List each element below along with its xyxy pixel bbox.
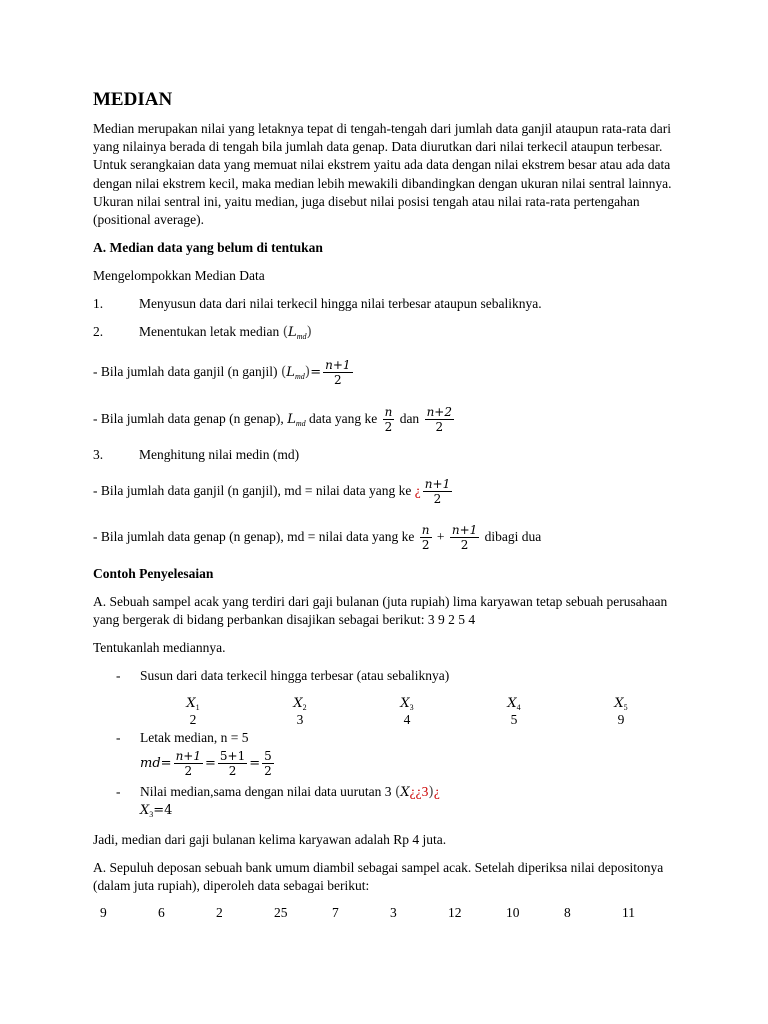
deposit-value: 12 bbox=[448, 905, 462, 920]
md-calculation: md= $\frac{n+1}{2}$ = $\frac{5+1}{2}$ = $\frac{5}{2}$ bbox=[140, 749, 272, 779]
deposit-value: 2 bbox=[216, 905, 223, 920]
x-column: $X_1$ 2 bbox=[186, 696, 200, 727]
fraction: $\frac{n+1}{2}$ bbox=[175, 749, 201, 779]
x-column: $X_4$ 5 bbox=[507, 696, 521, 727]
deposit-value: 9 bbox=[100, 905, 107, 920]
conclusion-text: Jadi, median dari gaji bulanan kelima karyawan adalah Rp 4 juta. bbox=[93, 832, 447, 847]
fraction: $\frac{n+1}{2}$ bbox=[451, 523, 478, 553]
md-even-formula: - Bila jumlah data genap (n genap), md = nilai data yang ke $\frac{n}{2}$ + $\frac{n+1}{2}$ dibagi dua bbox=[93, 523, 542, 553]
deposit-value: 11 bbox=[622, 905, 635, 920]
x3-result: $X_3=4$ bbox=[140, 803, 173, 819]
step-number: 3. bbox=[93, 447, 104, 462]
deposit-value: 6 bbox=[158, 905, 165, 920]
step-text: Menentukan letak median bbox=[139, 324, 280, 339]
fraction: $\frac{5}{2}$ bbox=[264, 749, 272, 779]
step-3 bbox=[93, 446, 299, 464]
lmd-symbol: L bbox=[288, 325, 297, 340]
x-column: $X_3$ 4 bbox=[400, 696, 414, 727]
fraction: $\frac{5+1}{2}$ bbox=[219, 749, 246, 779]
example-2-text: A. Sepuluh deposan sebuah bank umum diambil sebagai sampel acak. Setelah diperiksa nilai depositonya (dalam juta rupiah), diperoleh data sebagai berikut: bbox=[93, 860, 664, 894]
deposit-value: 3 bbox=[390, 905, 397, 920]
step-1 bbox=[93, 295, 542, 313]
deposit-value: 7 bbox=[332, 905, 339, 920]
step-text: Menghitung nilai medin (md) bbox=[139, 447, 300, 462]
fraction: $\frac{n}{2}$ bbox=[421, 523, 430, 553]
deposit-value: 8 bbox=[564, 905, 571, 920]
page-title: MEDIAN bbox=[93, 89, 173, 110]
bullet-2: - Letak median, n = 5 bbox=[116, 730, 249, 745]
fraction: $\frac{n+1}{2}$ bbox=[325, 358, 351, 388]
step-text: Menyusun data dari nilai terkecil hingga nilai terbesar ataupun sebaliknya. bbox=[139, 296, 542, 311]
tentukan-text: Tentukanlah mediannya. bbox=[93, 640, 226, 655]
fraction: $\frac{n}{2}$ bbox=[384, 405, 393, 435]
contoh-heading: Contoh Penyelesaian bbox=[93, 566, 214, 581]
deposit-value: 25 bbox=[274, 905, 288, 920]
example-1-text: A. Sebuah sampel acak yang terdiri dari gaji bulanan (juta rupiah) lima karyawan tetap sebuah perusahaan yang bergerak di bidang perbankan disajikan sebagai berikut: 3 9 2 5 4 bbox=[93, 594, 668, 628]
fraction: $\frac{n+1}{2}$ bbox=[424, 477, 451, 507]
odd-position-formula: - Bila jumlah data ganjil (n ganjil) $(L_{md})=$ $\frac{n+1}{2}$ bbox=[93, 358, 351, 388]
step-number: 2. bbox=[93, 324, 104, 339]
intro-paragraph: Median merupakan nilai yang letaknya tepat di tengah-tengah dari jumlah data ganjil ataupun rata-rata dari yang nilainya berada di tengah bila jumlah data genap. Data diurutkan dari nilai terkecil ataupun terbesar. Untuk serangkaian data yang memuat nilai ekstrem yaitu ada data dengan nilai ekstrem besar atau ada data dengan nilai ekstrem kecil, maka median lebih mewakili dibandingkan dengan ukuran nilai sentral lainnya. Ukuran nilai sentral ini, yaitu median, juga disebut nilai posisi tengah atau nilai rata-rata pertengahan (positional average). bbox=[93, 121, 672, 228]
step-number: 1. bbox=[93, 296, 104, 311]
section-a-heading: A. Median data yang belum di tentukan bbox=[93, 240, 323, 255]
x-column: $X_5$ 9 bbox=[614, 696, 628, 727]
step-2: 2. Menentukan letak median $(L_{md})$ bbox=[93, 324, 312, 341]
deposit-value: 10 bbox=[506, 905, 520, 920]
bullet-3: - Nilai median,sama dengan nilai data uurutan 3 (X¿¿3)¿ bbox=[116, 784, 440, 800]
md-odd-formula: - Bila jumlah data ganjil (n ganjil), md = nilai data yang ke ¿ $\frac{n+1}{2}$ bbox=[93, 477, 451, 507]
even-position-formula: - Bila jumlah data genap (n genap), $L_{md}$ data yang ke $\frac{n}{2}$ dan $\frac{n+2}{2}$ bbox=[93, 405, 452, 435]
x-column: $X_2$ 3 bbox=[293, 696, 307, 727]
fraction: $\frac{n+2}{2}$ bbox=[426, 405, 452, 435]
bullet-1: - Susun dari data terkecil hingga terbesar (atau sebaliknya) bbox=[116, 668, 450, 683]
group-title: Mengelompokkan Median Data bbox=[93, 268, 265, 283]
